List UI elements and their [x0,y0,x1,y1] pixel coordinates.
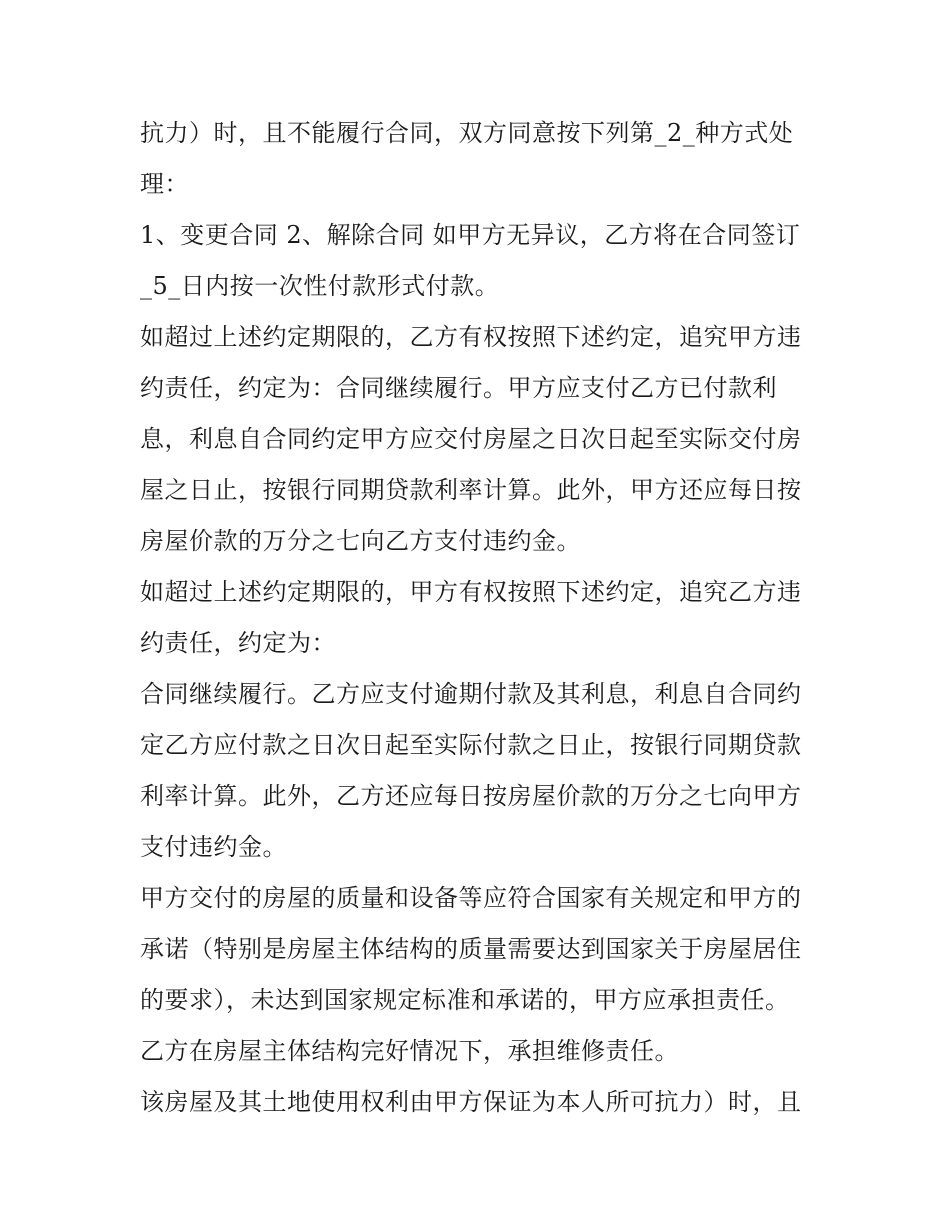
paragraph-land-use-rights [140,1077,820,1128]
text-line: 息，利息自合同约定甲方应交付房屋之日次日起至实际交付房 [140,425,802,453]
text-line: _5_日内按一次性付款形式付款。 [140,272,500,300]
text-line: 承诺（特别是房屋主体结构的质量需要达到国家关于房屋居住 [140,935,802,963]
paragraph-force-majeure [140,108,820,210]
text-line: 房屋价款的万分之七向乙方支付违约金。 [140,527,581,555]
text-line: 理： [140,170,189,198]
text-line: 的要求），未达到国家规定标准和承诺的，甲方应承担责任。 [140,986,790,1014]
text-line: 乙方在房屋主体结构完好情况下，承担维修责任。 [140,1037,679,1065]
text-line: 该房屋及其土地使用权利由甲方保证为本人所可抗力）时，且 [140,1088,802,1116]
paragraph-seller-breach [140,312,820,567]
text-line: 如超过上述约定期限的，甲方有权按照下述约定，追究乙方违 [140,578,802,606]
text-line: 合同继续履行。乙方应支付逾期付款及其利息，利息自合同约 [140,680,802,708]
text-line: 支付违约金。 [140,833,287,861]
text-line: 屋之日止，按银行同期贷款利率计算。此外，甲方还应每日按 [140,476,802,504]
paragraph-payment-method [140,210,820,312]
text-line: 约责任，约定为：合同继续履行。甲方应支付乙方已付款利 [140,374,777,402]
text-line: 抗力）时，且不能履行合同，双方同意按下列第_2_种方式处 [140,119,794,147]
text-line: 1、变更合同 2、解除合同 如甲方无异议，乙方将在合同签订 [140,221,801,249]
text-line: 利率计算。此外，乙方还应每日按房屋价款的万分之七向甲方 [140,782,802,810]
document-body [140,108,820,1128]
text-line: 约责任，约定为： [140,629,336,657]
text-line: 如超过上述约定期限的，乙方有权按照下述约定，追究甲方违 [140,323,802,351]
text-line: 定乙方应付款之日次日起至实际付款之日止，按银行同期贷款 [140,731,802,759]
paragraph-maintenance [140,1026,820,1077]
paragraph-buyer-breach-terms [140,669,820,873]
paragraph-house-quality [140,873,820,1026]
text-line: 甲方交付的房屋的质量和设备等应符合国家有关规定和甲方的 [140,884,802,912]
paragraph-buyer-breach-intro [140,567,820,669]
